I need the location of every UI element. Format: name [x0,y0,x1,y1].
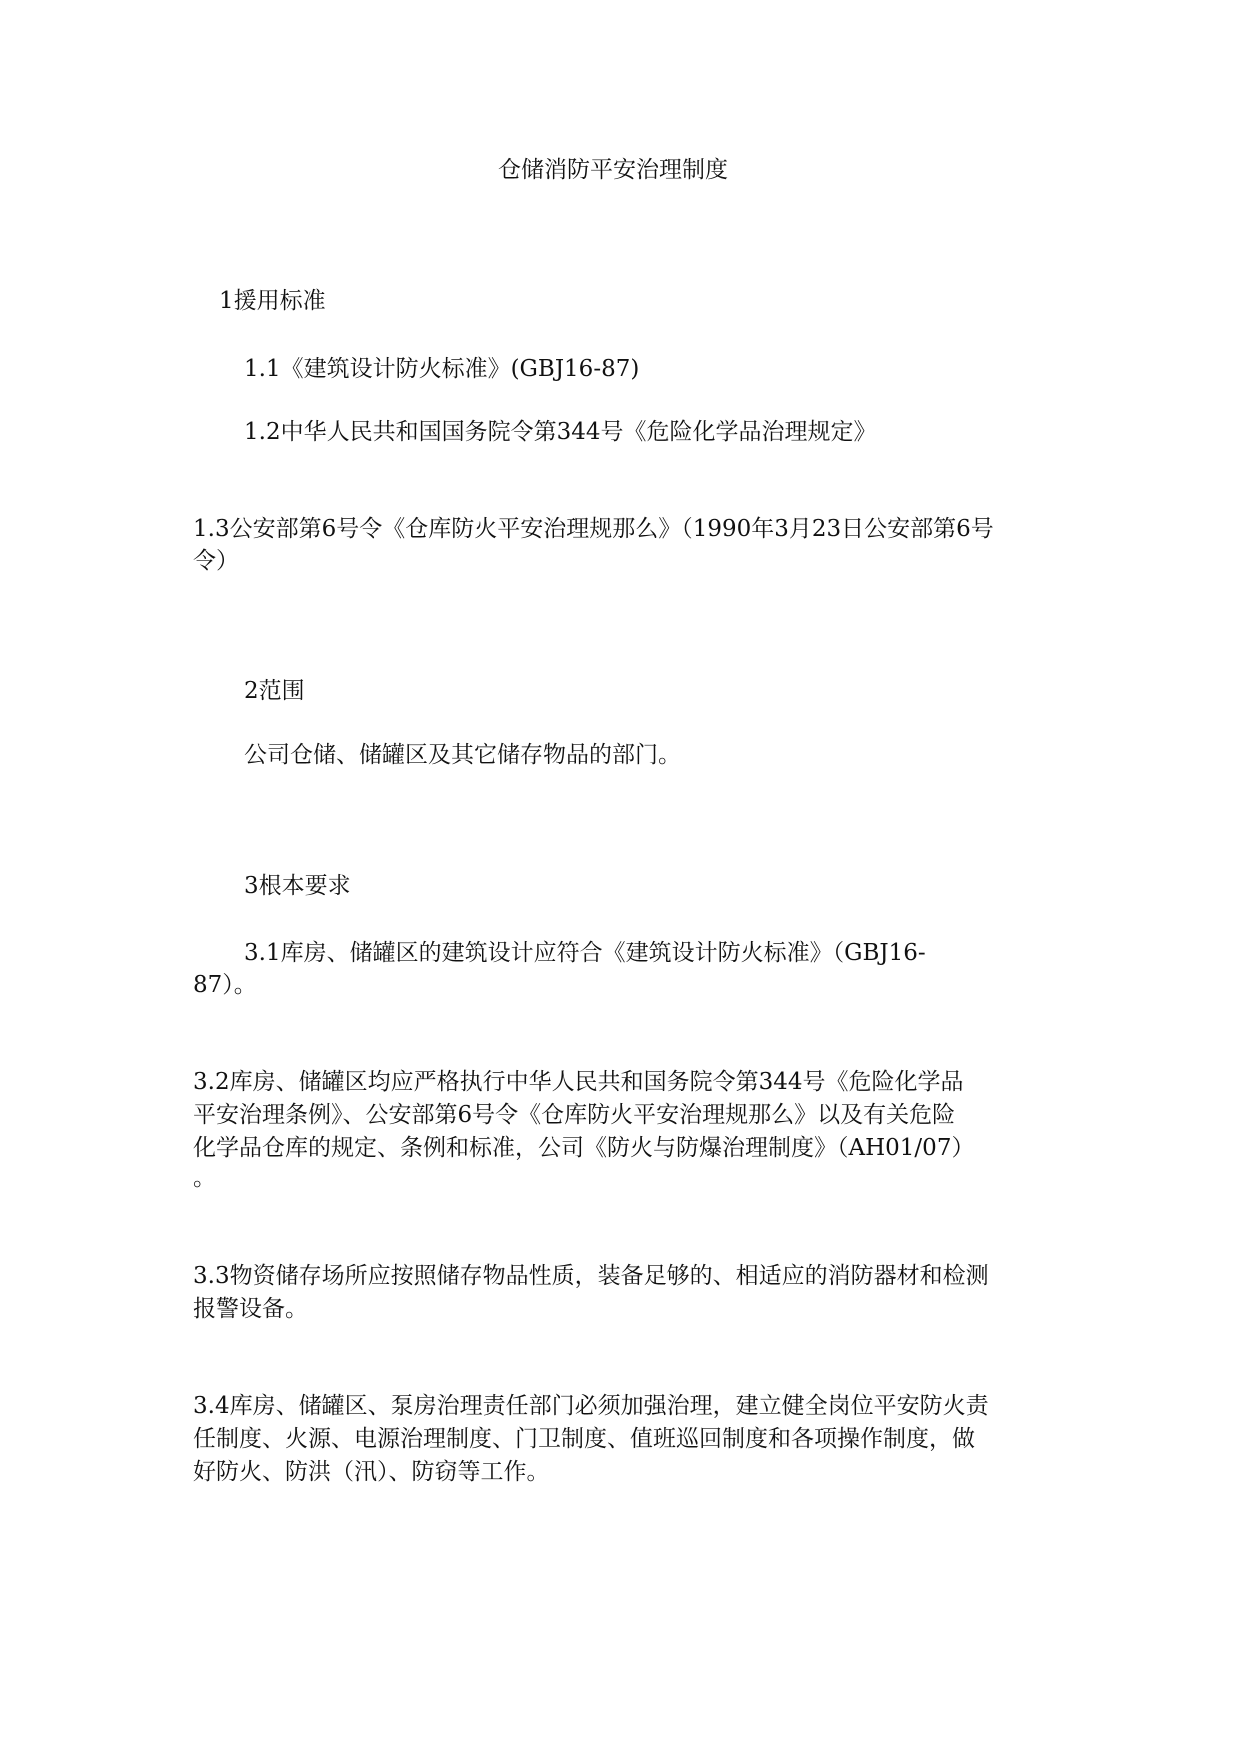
section-2-heading: 2范围 [244,678,305,704]
item-3-1-line: 87）。 [193,972,257,998]
item-1-3-line: 令） [193,548,239,574]
item-3-3-line: 报警设备。 [193,1296,308,1322]
item-3-4-line: 好防火、防洪（汛）、防窃等工作。 [193,1459,550,1485]
item-1-1: 1.1《建筑设计防火标准》(GBJ16-87) [244,356,640,382]
item-3-2-line: 化学品仓库的规定、条例和标准，公司《防火与防爆治理制度》（AH01/07） [193,1135,975,1161]
item-3-1-line: 3.1库房、储罐区的建筑设计应符合《建筑设计防火标准》（GBJ16- [244,940,926,966]
item-1-2: 1.2中华人民共和国国务院令第344号《危险化学品治理规定》 [244,419,877,445]
item-1-3-line: 1.3公安部第6号令《仓库防火平安治理规那么》（1990年3月23日公安部第6号 [193,516,994,542]
page-title: 仓储消防平安治理制度 [498,157,728,183]
section-3-heading: 3根本要求 [244,873,351,899]
item-3-4-line: 3.4库房、储罐区、泵房治理责任部门必须加强治理，建立健全岗位平安防火责 [193,1393,989,1419]
section-2-body: 公司仓储、储罐区及其它储存物品的部门。 [244,742,681,768]
item-3-2-line: 平安治理条例》、公安部第6号令《仓库防火平安治理规那么》以及有关危险 [193,1102,956,1128]
item-3-2-line: 。 [193,1165,216,1191]
item-3-3-line: 3.3物资储存场所应按照储存物品性质，装备足够的、相适应的消防器材和检测 [193,1263,989,1289]
item-3-4-line: 任制度、火源、电源治理制度、门卫制度、值班巡回制度和各项操作制度，做 [193,1426,975,1452]
section-1-heading: 1援用标准 [219,288,326,314]
item-3-2-line: 3.2库房、储罐区均应严格执行中华人民共和国务院令第344号《危险化学品 [193,1069,964,1095]
